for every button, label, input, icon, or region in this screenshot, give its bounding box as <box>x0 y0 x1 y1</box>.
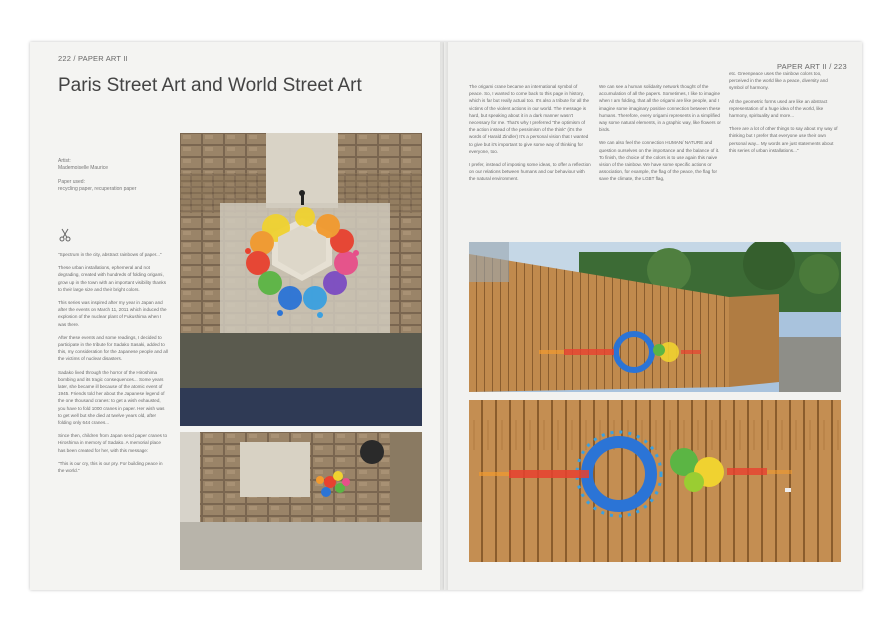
photo-fence-installation-closeup <box>469 400 841 562</box>
left-paragraph: This series was inspired after my year in Japan and after the events on March 11, 2011 which induced the explosion of the nuclear plant of Fukushima when I was there. <box>58 300 167 327</box>
right-paragraph: etc. Greenpeace uses the rainbow colors too, perceived in the world like a peace, diversity and symbol of harmony. <box>729 71 828 91</box>
left-paragraph: "Spectrum in the city, abstract rainbows of paper..." <box>58 252 162 257</box>
article-title: Paris Street Art and World Street Art <box>58 75 362 96</box>
paper-used: recycling paper, recuperation paper <box>58 186 137 192</box>
left-paragraph: Sadako lived through the horror of the Hiroshima bombing and its tragic consequences... Some years later, she became ill because of the atomic event of 1945. Friends told her about the Japanese legend of the one thousand cranes: to get a wish exhausted, you have to fold 1000 cranes in paper. Her wish was to get well but she died at twelve years old, after folding only 644 cranes... <box>58 369 165 426</box>
left-paragraph: These urban installations, ephemeral and not degrading, created with hundreds of folding origami, grow up in the town with an important visibility thanks to their large size and their bright colors. <box>58 265 167 292</box>
paper-label: Paper used: <box>58 179 85 185</box>
photo-fence-installation-wide <box>469 242 841 392</box>
right-page-folio: PAPER ART II / 223 <box>777 62 847 71</box>
right-paragraph: We can also feel the connection HUMAN/ NATURE and question ourselves on the importance and the balance of it. To finish, the choice of the colors is to use again this naive vision of the rainbow. We have some specific actions or association, for example, the flag of the peace, the flag for save the climate, the LGBT flag, <box>599 140 720 182</box>
right-paragraph: The origami crane became an international symbol of peace. So, I wanted to come back to this page in history, which is far but really actual too. It's also a tribute for all the victims of the violent actions in our world. The message is hard, but speaking about it in a dark manner wasn't necessary for me. That's why I preferred "the optimism of the action instead of the pessimism of the think" (it's the words of Harald Zindler) It's a personal vision that I wanted to give but it's important to give some way of thinking for everyone, too. <box>469 84 590 154</box>
right-paragraph: We can see a human solidarity network thought of the accumulation of all the papers. Sometimes, I like to imagine when I am folding, that all the origami are like people, and I imagine some imaginary positive connection between these humans. Therefore, every origami represents in a simplified way some natural elements, in a graphic way, like flowers or birds. <box>599 84 721 133</box>
right-paragraph: All the geometric forms used are like an abstract representation of a huge idea of the world, like harmony, spirituality and more... <box>729 98 828 119</box>
right-text-column-1 <box>469 83 591 189</box>
left-paragraph: "This is our cry, this is our pry. For building peace in the world." <box>58 460 163 474</box>
left-page-folio: 222 / PAPER ART II <box>58 54 128 63</box>
artist-name: Mademoiselle Maurice <box>58 165 109 171</box>
left-text-column <box>58 251 168 480</box>
left-paragraph: After these events and some readings, I decided to participate in the tribute for Sadako Sasaki, added to this, my consideration for the Japanese people and all the victims of nuclear disasters. <box>58 334 168 362</box>
left-paragraph: Since then, children from Japan send paper cranes to Hiroshima in memory of Sadako. A memorial place has been created for her, with this message: <box>58 433 168 453</box>
artist-label: Artist: <box>58 158 71 164</box>
right-paragraph: I prefer, instead of imposing some ideas, to offer a reflection on our relations between humans and our behaviour with the natural environment. <box>469 162 591 182</box>
photo-wall-installation-wide <box>180 432 422 570</box>
right-text-column-2 <box>599 83 721 189</box>
right-paragraph: There are a lot of other things to say about my way of thinking but I prefer that everyone use their own personal way... My words are just statements about this series of urban installations..." <box>729 126 838 153</box>
book-gutter <box>440 42 448 590</box>
right-text-column-3 <box>729 70 841 160</box>
scissors-icon <box>58 228 72 242</box>
photo-hexagon-rainbow-wall <box>180 133 422 426</box>
